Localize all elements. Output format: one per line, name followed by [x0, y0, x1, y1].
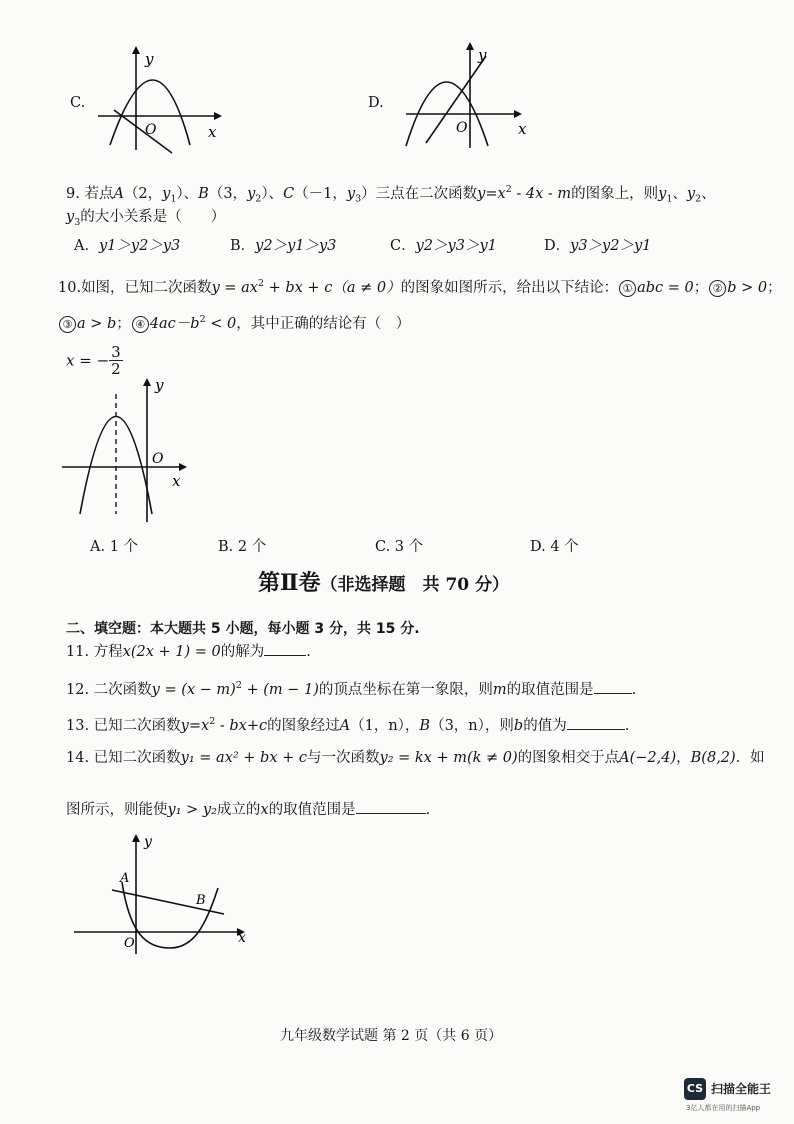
q14-point-b-label: B — [196, 893, 206, 908]
question-10: 10.如图，已知二次函数$y = ax^2$ + bx + c（a ≠ 0）的图象如图所示，给出以下结论： ① abc = 0； ② b > 0； — [58, 278, 782, 296]
question-10-line2: ③ a > b； ④ $4ac-b^2 < 0$，其中正确的结论有（ ） — [58, 310, 410, 334]
graph-c-y-arrow — [132, 46, 140, 54]
question-9-option-a[interactable]: A．y1＞y2＞y3 — [74, 238, 181, 254]
question-9: 9. 若点A（2，$y_1$）、B（3，$y_2$）、C（－1，$y_3$）三点在二次函数$y=x^2 - 4x - m$的图象上，则$y_1$、$y_2$、 — [66, 184, 716, 205]
graph-d-y-arrow — [466, 42, 474, 50]
q14-y-label: y — [144, 834, 152, 850]
q10-x-label: x — [172, 472, 181, 490]
question-12-answer-blank[interactable] — [594, 693, 632, 694]
q14-x-label: x — [238, 930, 246, 946]
question-13: 13. 已知二次函数$y=x^2 - bx+c$的图象经过A（1，n），B（3，n），则b的值为 . — [66, 716, 630, 734]
question-9-option-c[interactable]: C．y2＞y3＞y1 — [390, 238, 497, 254]
question-10-option-c[interactable]: C. 3 个 — [375, 539, 424, 555]
q10-origin: O — [152, 451, 164, 467]
question-14-line2: 图所示，则能使y₁ > y₂成立的x的取值范围是 . — [66, 802, 431, 818]
q10-x-arrow — [179, 463, 187, 471]
graph-c-x-arrow — [214, 112, 222, 120]
question-10-graph — [60, 374, 195, 524]
fill-in-heading: 二、填空题：本大题共 5 小题，每小题 3 分，共 15 分. — [66, 621, 420, 637]
scanner-tagline: 3亿人都在用的扫描App — [686, 1104, 761, 1112]
q10-y-label: y — [155, 376, 164, 394]
question-14: 14. 已知二次函数y₁ = ax² + bx + c与一次函数y₂ = kx + m(k ≠ 0)的图象相交于点A(−2,4)，B(8,2)．如 — [66, 750, 765, 766]
question-9-line2: $y_3$的大小关系是（ ） — [66, 209, 226, 228]
question-11: 11. 方程x(2x + 1) = 0的解为 . — [66, 644, 311, 660]
scanner-app-name: 扫描全能王 — [711, 1082, 772, 1096]
q14-y-arrow — [132, 834, 140, 842]
question-12: 12. 二次函数$y = (x - m)^2 + (m - 1)$的顶点坐标在第一象限，则m的取值范围是 . — [66, 680, 637, 698]
question-10-option-d[interactable]: D. 4 个 — [530, 539, 579, 555]
question-10-option-b[interactable]: B. 2 个 — [218, 539, 267, 555]
question-10-option-a[interactable]: A. 1 个 — [90, 539, 139, 555]
scanner-logo-icon: CS — [684, 1078, 706, 1100]
question-10-axis-equation: x = − $\frac{3}{2}$ — [66, 343, 121, 378]
q10-y-arrow — [143, 378, 151, 386]
graph-c-x-label: x — [208, 123, 217, 141]
question-14-answer-blank[interactable] — [356, 813, 426, 814]
graph-c-origin: O — [145, 122, 157, 138]
graph-c-y-label: y — [145, 50, 154, 68]
question-9-option-b[interactable]: B．y2＞y1＞y3 — [230, 238, 337, 254]
page-footer: 九年级数学试题 第 2 页（共 6 页） — [280, 1028, 503, 1044]
option-d-label: D. — [368, 95, 384, 111]
section-2-title: 第Ⅱ卷（非选择题 共 70 分） — [258, 570, 510, 596]
graph-d-origin: O — [456, 120, 468, 136]
graph-d-y-label: y — [478, 46, 487, 64]
option-c-label: C. — [70, 95, 86, 111]
graph-d-x-arrow — [514, 110, 522, 118]
q14-origin: O — [124, 936, 135, 951]
graph-d — [398, 38, 533, 153]
graph-c — [90, 40, 230, 155]
question-14-graph — [72, 830, 257, 955]
question-9-option-d[interactable]: D．y3＞y2＞y1 — [544, 238, 652, 254]
q14-point-a-label: A — [120, 871, 130, 886]
question-11-answer-blank[interactable] — [264, 655, 306, 656]
question-13-answer-blank[interactable] — [567, 729, 625, 730]
graph-d-x-label: x — [518, 120, 527, 138]
